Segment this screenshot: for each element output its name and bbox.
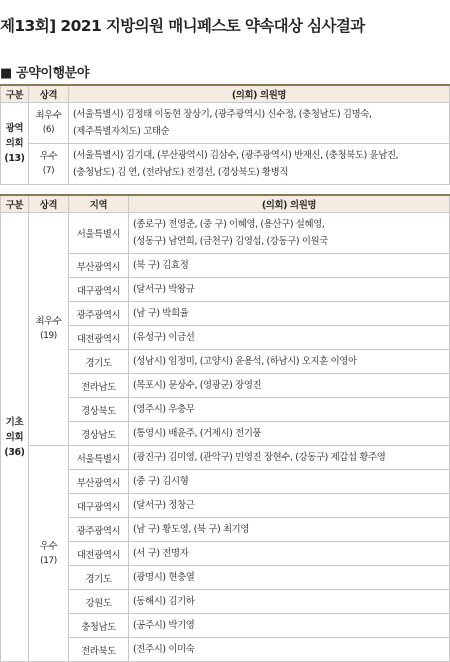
- header-region: 지역: [69, 195, 129, 213]
- table-row: [1, 254, 450, 278]
- section-heading: [0, 62, 89, 81]
- region-cell: 서울특별시: [69, 446, 129, 470]
- table-row: [1, 614, 450, 638]
- table-row: [1, 213, 450, 254]
- table-row: [1, 144, 450, 185]
- grade-cell: 최우수 (19): [29, 213, 69, 446]
- region-cell: 경기도: [69, 350, 129, 374]
- table-row: [1, 326, 450, 350]
- names-cell: (북 구) 김효정: [129, 254, 450, 278]
- region-cell: 부산광역시: [69, 254, 129, 278]
- grade-cell: 우수 (17): [29, 446, 69, 662]
- names-cell: (남 구) 황도영, (북 구) 최기영: [129, 518, 450, 542]
- names-cell: (동해시) 김기하: [129, 590, 450, 614]
- region-cell: 경기도: [69, 566, 129, 590]
- table-row: [1, 302, 450, 326]
- header-category: 구분: [1, 195, 29, 213]
- grade-cell: 최우수 (6): [29, 103, 69, 144]
- region-cell: 강원도: [69, 590, 129, 614]
- metropolitan-council-table: [0, 84, 450, 185]
- table-row: [1, 398, 450, 422]
- table-row: [1, 103, 450, 144]
- table-row: [1, 494, 450, 518]
- table-row: [1, 278, 450, 302]
- region-cell: 대전광역시: [69, 326, 129, 350]
- table-row: [1, 638, 450, 662]
- table-row: [1, 446, 450, 470]
- region-cell: 경상남도: [69, 422, 129, 446]
- table-row: [1, 518, 450, 542]
- grade-cell: 우수 (7): [29, 144, 69, 185]
- square-bullet-icon: ■: [0, 66, 12, 81]
- category-cell: 기초 의회 (36): [1, 213, 29, 662]
- region-cell: 대구광역시: [69, 278, 129, 302]
- names-cell: (영주시) 우충무: [129, 398, 450, 422]
- header-names: (의회) 의원명: [69, 85, 450, 103]
- names-cell: (서 구) 전명자: [129, 542, 450, 566]
- region-cell: 광주광역시: [69, 518, 129, 542]
- names-cell: (달서구) 박왕규: [129, 278, 450, 302]
- table-row: [1, 566, 450, 590]
- names-cell: (성남시) 임정미, (고양시) 윤용석, (하남시) 오지훈 이영아: [129, 350, 450, 374]
- names-cell: (광진구) 김미영, (관악구) 민영진 장현수, (강동구) 제갑섭 황주영: [129, 446, 450, 470]
- names-cell: (달서구) 정창근: [129, 494, 450, 518]
- header-grade: 상격: [29, 195, 69, 213]
- table-row: [1, 590, 450, 614]
- header-category: 구분: [1, 85, 29, 103]
- header-grade: 상격: [29, 85, 69, 103]
- table-row: [1, 350, 450, 374]
- region-cell: 경상북도: [69, 398, 129, 422]
- region-cell: 대구광역시: [69, 494, 129, 518]
- region-cell: 대전광역시: [69, 542, 129, 566]
- region-cell: 전라남도: [69, 374, 129, 398]
- names-cell: (서울특별시) 김정태 이동현 장상기, (광주광역시) 신수정, (충청남도) 김명숙, (제주특별자치도) 고태순: [69, 103, 450, 144]
- region-cell: 광주광역시: [69, 302, 129, 326]
- names-cell: (통영시) 배윤주, (거제시) 전기풍: [129, 422, 450, 446]
- names-cell: (목포시) 문상수, (영광군) 장영진: [129, 374, 450, 398]
- table-row: [1, 542, 450, 566]
- table-row: [1, 422, 450, 446]
- names-cell: (남 구) 박희율: [129, 302, 450, 326]
- region-cell: 부산광역시: [69, 470, 129, 494]
- table-header-row: [1, 85, 450, 103]
- region-cell: 전라북도: [69, 638, 129, 662]
- region-cell: 충청남도: [69, 614, 129, 638]
- names-cell: (서울특별시) 김기대, (부산광역시) 김삼수, (광주광역시) 반재신, (충청북도) 윤남진, (충청남도) 김 연, (전라남도) 전경선, (경상북도) 황병직: [69, 144, 450, 185]
- table-header-row: [1, 195, 450, 213]
- page-title: 제13회] 2021 지방의원 매니페스토 약속대상 심사결과: [0, 17, 365, 35]
- names-cell: (광명시) 현충열: [129, 566, 450, 590]
- section-label: 공약이행분야: [16, 66, 89, 81]
- table-row: [1, 470, 450, 494]
- region-cell: 서울특별시: [69, 213, 129, 254]
- names-cell: (공주시) 박기영: [129, 614, 450, 638]
- table-row: [1, 374, 450, 398]
- local-council-table: [0, 194, 450, 662]
- category-cell: 광역 의회 (13): [1, 103, 29, 185]
- names-cell: (종로구) 전영준, (중 구) 이혜영, (용산구) 설혜영, (성동구) 남연희, (금천구) 김영섭, (강동구) 이원국: [129, 213, 450, 254]
- names-cell: (유성구) 이금선: [129, 326, 450, 350]
- names-cell: (중 구) 김시형: [129, 470, 450, 494]
- names-cell: (전주시) 이미숙: [129, 638, 450, 662]
- header-names: (의회) 의원명: [129, 195, 450, 213]
